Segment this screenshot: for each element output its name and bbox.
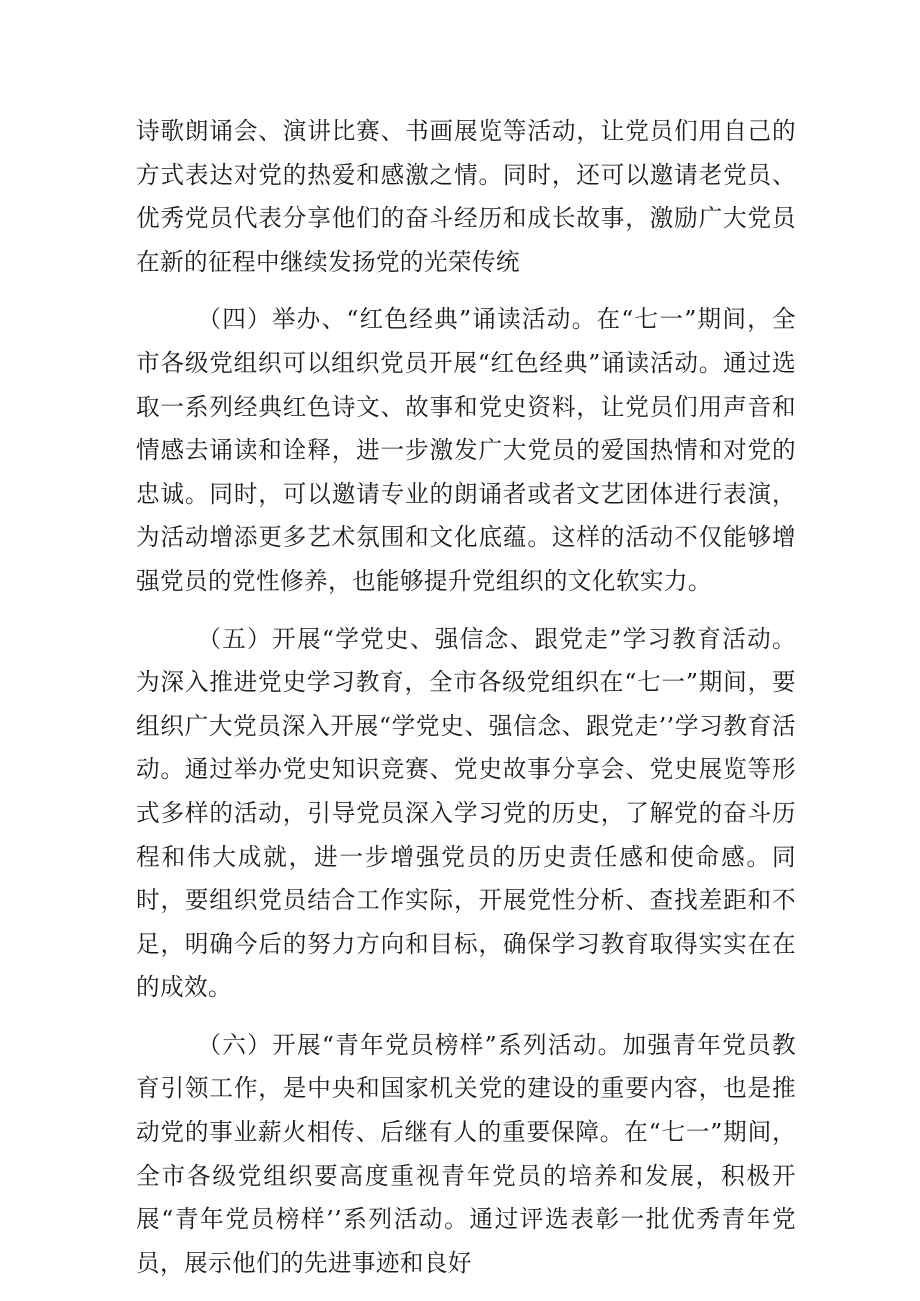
paragraph-continued: 诗歌朗诵会、演讲比赛、书画展览等活动，让党员们用自己的方式表达对党的热爱和感激之情。同时，还可以邀请老党员、优秀党员代表分享他们的奋斗经历和成长故事，激励广大党员在新的征程中继续发扬党的光荣传统 bbox=[136, 117, 796, 276]
paragraph-section-five: （五）开展“学党史、强信念、跟党走”学习教育活动。为深入推进党史学习教育，全市各级党组织在“七一”期间，要组织广大党员深入开展“学党史、强信念、跟党走’’学习教育活动。通过举办党史知识竞赛、党史故事分享会、党史展览等形式多样的活动，引导党员深入学习党的历史，了解党的奋斗历程和伟大成就，进一步增强党员的历史责任感和使命感。同时，要组织党员结合工作实际，开展党性分析、查找差距和不足，明确今后的努力方向和目标，确保学习教育取得实实在在的成效。 bbox=[136, 624, 796, 1002]
document-body bbox=[136, 110, 796, 1285]
paragraph-section-four: （四）举办、“红色经典”诵读活动。在“七一”期间，全市各级党组织可以组织党员开展“红色经典”诵读活动。通过选取一系列经典红色诗文、故事和党史资料，让党员们用声音和情感去诵读和诠释，进一步激发广大党员的爱国热情和对党的忠诚。同时，可以邀请专业的朗诵者或者文艺团体进行表演，为活动增添更多艺术氛围和文化底蕴。这样的活动不仅能够增强党员的党性修养，也能够提升党组织的文化软实力。 bbox=[136, 305, 796, 595]
paragraph-section-six: （六）开展“青年党员榜样”系列活动。加强青年党员教育引领工作，是中央和国家机关党的建设的重要内容，也是推动党的事业薪火相传、后继有人的重要保障。在“七一”期间，全市各级党组织要高度重视青年党员的培养和发展，积极开展“青年党员榜样’’系列活动。通过评选表彰一批优秀青年党员，展示他们的先进事迹和良好 bbox=[136, 1030, 796, 1277]
